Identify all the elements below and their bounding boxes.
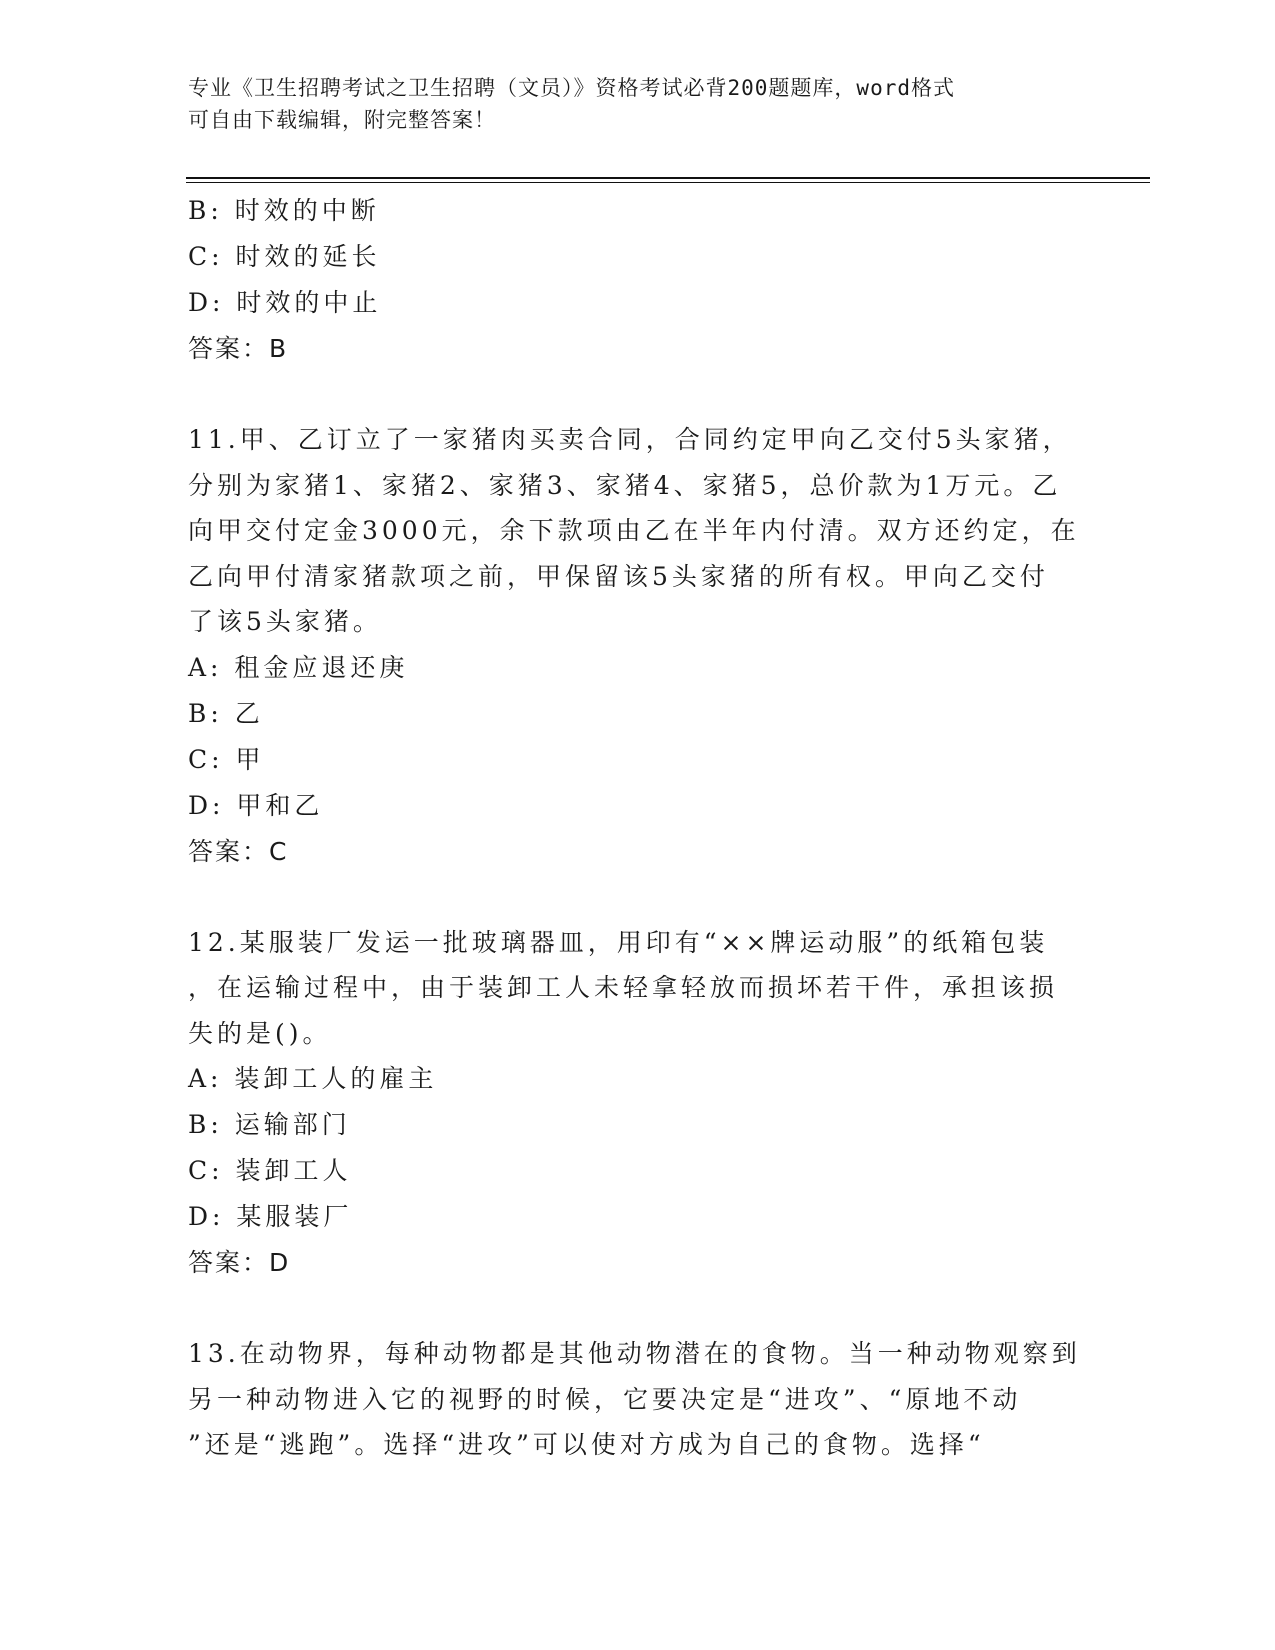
option-a: A: 装卸工人的雇主: [188, 1064, 438, 1093]
header-line-2: 可自由下载编辑，附完整答案！: [188, 108, 496, 132]
option-c: C: 甲: [188, 744, 265, 774]
option-a: A: 租金应退还庚: [188, 652, 409, 682]
question-text-line: 12.某服装厂发运一批玻璃器皿，用印有“××牌运动服”的纸箱包装: [188, 927, 1049, 957]
question-11: [188, 417, 1088, 875]
question-text-line: 失的是()。: [188, 1018, 332, 1048]
question-12: [188, 920, 1088, 1287]
question-text-line: 11.甲、乙订立了一家猪肉买卖合同，合同约定甲向乙交付5头家猪，: [188, 425, 1072, 454]
option-b: B: 乙: [188, 698, 264, 728]
spacer: [188, 875, 1088, 920]
question-text-line: 乙向甲付清家猪款项之前，甲保留该5头家猪的所有权。甲向乙交付: [188, 561, 1049, 591]
question-content: [188, 188, 1088, 1468]
option-d: D: 某服装厂: [188, 1202, 353, 1231]
spacer: [188, 1286, 1088, 1331]
option-c: C: 时效的延长: [188, 242, 381, 271]
question-text-line: ”还是“逃跑”。选择“进攻”可以使对方成为自己的食物。选择“: [188, 1430, 985, 1459]
answer-line: 答案：B: [188, 334, 289, 363]
question-text-line: 分别为家猪1、家猪2、家猪3、家猪4、家猪5，总价款为1万元。乙: [188, 470, 1062, 500]
option-b: B: 时效的中断: [188, 196, 380, 225]
option-c: C: 装卸工人: [188, 1156, 352, 1185]
question-text-line: 另一种动物进入它的视野的时候，它要决定是“进攻”、“原地不动: [188, 1384, 1022, 1414]
question-text-line: 向甲交付定金3000元，余下款项由乙在半年内付清。双方还约定，在: [188, 516, 1080, 545]
answer-line: 答案：C: [188, 836, 289, 866]
option-d: D: 甲和乙: [188, 790, 324, 820]
question-text-line: 13.在动物界，每种动物都是其他动物潜在的食物。当一种动物观察到: [188, 1339, 1081, 1368]
option-d: D: 时效的中止: [188, 288, 382, 317]
document-header: [188, 72, 1088, 136]
previous-question-tail: [188, 188, 1088, 372]
header-rule-thick: [186, 177, 1150, 179]
header-line-1: 专业《卫生招聘考试之卫生招聘（文员）》资格考试必背200题题库，word格式: [188, 76, 955, 100]
question-13: [188, 1331, 1088, 1468]
answer-line: 答案：D: [188, 1248, 291, 1277]
header-rule-thin: [186, 182, 1150, 183]
spacer: [188, 372, 1088, 417]
option-b: B: 运输部门: [188, 1110, 351, 1139]
question-text-line: ，在运输过程中，由于装卸工人未轻拿轻放而损坏若干件，承担该损: [188, 973, 1059, 1002]
question-text-line: 了该5头家猪。: [188, 607, 382, 636]
